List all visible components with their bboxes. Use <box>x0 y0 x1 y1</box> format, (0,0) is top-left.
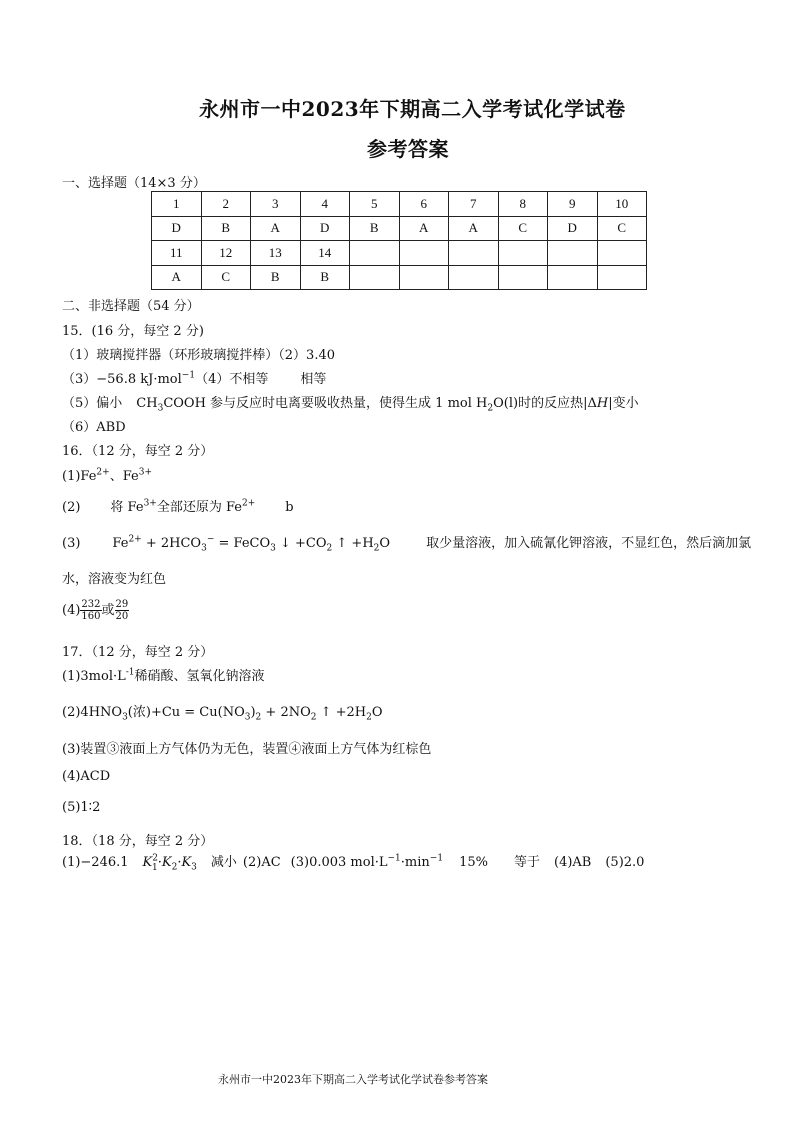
table-row <box>152 216 647 241</box>
q16-line1 <box>62 465 152 484</box>
table-cell: 7 <box>449 192 499 217</box>
eq-hco3-sup: − <box>206 534 215 545</box>
table-cell <box>399 241 449 266</box>
table-cell: 8 <box>498 192 548 217</box>
eq-h2o: ↑ +H <box>332 536 374 551</box>
q18-k3: ·K <box>177 855 192 870</box>
fraction-1-num: 232 <box>81 599 101 610</box>
q16-l4-or: 或 <box>101 603 115 618</box>
table-cell: D <box>152 216 202 241</box>
section1-heading: 一、选择题（14×3 分） <box>62 176 206 191</box>
table-cell: A <box>251 216 301 241</box>
eq-co2: ↓ +CO <box>275 536 327 551</box>
q15-l2-part: （4）不相等 <box>195 372 269 387</box>
q15-line3: （5）偏小 $CH_3COOH$ 参与反应时电离要吸收热量，使得生成 1 mol $H_2O(l)$时的反应热|ΔH|变小 <box>62 396 639 414</box>
q16-l1-sup3: 3+ <box>138 467 152 478</box>
q16-line3 <box>62 532 752 554</box>
table-cell: A <box>399 216 449 241</box>
table-cell: B <box>251 265 301 290</box>
eq-hco3: + 2HCO <box>141 536 202 551</box>
q17-l2-c: (浓)+Cu = Cu(NO <box>127 705 245 720</box>
table-cell: C <box>498 216 548 241</box>
q18-l1-a: (1)−246.1 <box>62 855 129 870</box>
table-cell <box>399 265 449 290</box>
q17-l2-g: O <box>371 705 383 720</box>
q17-l1-b: 稀硝酸、氢氧化钠溶液 <box>134 669 265 684</box>
q16-l2-c: 全部还原为 Fe <box>156 500 242 515</box>
q15-line1: （1）玻璃搅拌器（环形玻璃搅拌棒）（2）3.40 <box>62 348 335 363</box>
table-cell <box>597 265 647 290</box>
table-cell: 6 <box>399 192 449 217</box>
q15-l3-c: COOH 参与反应时电离要吸收热量，使得生成 1 mol H <box>163 396 488 411</box>
page-subtitle: 参考答案 <box>367 137 449 161</box>
q18-heading: 18．（18 分，每空 2 分） <box>62 834 214 849</box>
q17-l2-f: ↑ +2H <box>316 705 367 720</box>
q15-l2-sup: −1 <box>181 370 196 381</box>
q17-l2-d: ) <box>250 705 256 720</box>
table-row <box>152 241 647 266</box>
table-cell: C <box>201 265 251 290</box>
q16-l2-a: (2) <box>62 500 81 515</box>
q17-line3: (3)装置③液面上方气体仍为无色，装置④液面上方气体为红棕色 <box>62 742 432 757</box>
table-cell <box>498 265 548 290</box>
q17-l2-e: + 2NO <box>261 705 311 720</box>
table-cell <box>548 241 598 266</box>
table-cell: B <box>201 216 251 241</box>
table-row <box>152 192 647 217</box>
q15-l3-f: |变小 <box>608 396 639 411</box>
table-cell <box>548 265 598 290</box>
table-cell: 9 <box>548 192 598 217</box>
fraction-2-den: 20 <box>115 611 129 622</box>
q17-l2-b: 4HNO <box>80 705 123 720</box>
table-cell: 2 <box>201 192 251 217</box>
q17-heading: 17．（12 分，每空 2 分） <box>62 645 214 660</box>
table-cell <box>350 265 400 290</box>
table-row <box>152 265 647 290</box>
q16-line4 <box>62 599 129 622</box>
q17-l2-a: (2) <box>62 705 81 720</box>
q18-l1-i: (5)2.0 <box>605 855 645 870</box>
q17-line1 <box>62 665 265 684</box>
eq-feco3: = FeCO <box>214 536 271 551</box>
table-cell: A <box>152 265 202 290</box>
table-cell: 12 <box>201 241 251 266</box>
q18-l1-f: 15% <box>459 855 488 870</box>
page-title: 永州市一中2023年下期高二入学考试化学试卷 <box>199 97 626 121</box>
table-cell <box>449 265 499 290</box>
q16-l3-b: 取少量溶液，加入硫氰化钾溶液，不显红色，然后滴加氯 <box>426 536 752 551</box>
q16-line2 <box>62 496 294 515</box>
q15-l3-a: （5）偏小 <box>62 396 123 411</box>
q15-l2-equal: 相等 <box>300 372 327 387</box>
q18-l1-e: ·min <box>400 855 430 870</box>
q18-k1: K <box>142 855 153 870</box>
section2-heading: 二、非选择题（54 分） <box>62 299 200 314</box>
fraction-1-den: 160 <box>81 611 101 622</box>
q17-l1-sup: -1 <box>125 667 135 678</box>
eq-fe-sup: 2+ <box>128 534 142 545</box>
table-cell: 11 <box>152 241 202 266</box>
q16-line3-cont: 水，溶液变为红色 <box>62 572 167 587</box>
q16-l1-b: 、Fe <box>109 469 139 484</box>
table-cell: 5 <box>350 192 400 217</box>
q17-l1-a: (1)3mol·L <box>62 669 126 684</box>
table-cell <box>449 241 499 266</box>
table-cell: 13 <box>251 241 301 266</box>
table-cell <box>597 241 647 266</box>
q15-l2-text: （3）−56.8 kJ·mol <box>62 372 182 387</box>
table-cell: 3 <box>251 192 301 217</box>
q15-l3-d: O(l)时的反应热|Δ <box>493 396 597 411</box>
q16-heading: 16．（12 分，每空 2 分） <box>62 444 214 459</box>
q16-l2-b: 将 Fe <box>110 500 144 515</box>
q18-l1-c: (2)AC <box>242 855 281 870</box>
q16-l3-a: (3) <box>62 536 81 551</box>
q16-l1-a: (1)Fe <box>62 469 97 484</box>
q18-line1: (1)−246.1 $K^2_1\cdot K_2\cdot K_3$ 减小 (2)AC (3)0.003 $mol\cdot L^{-1}\cdot\min^{-1}$ 15% 等于 (4)AB (5)2.0 <box>62 853 645 873</box>
table-cell: B <box>350 216 400 241</box>
table-cell: 4 <box>300 192 350 217</box>
table-cell: 1 <box>152 192 202 217</box>
q18-l1-sup1: −1 <box>387 853 401 864</box>
q16-l2-sup2: 2+ <box>241 498 256 509</box>
q17-line2: $(2)4HNO_3$(浓)$+Cu = Cu(NO_3)_2 + 2NO_2$ ↑ $+2H_2O$ <box>62 705 383 723</box>
table-cell: A <box>449 216 499 241</box>
table-cell: 14 <box>300 241 350 266</box>
q18-k2: ·K <box>157 855 172 870</box>
q15-l3-e: H <box>596 396 609 411</box>
q16-l4-a: (4) <box>62 603 81 618</box>
fraction-2 <box>115 599 130 622</box>
q15-line4: （6）ABD <box>62 420 126 435</box>
table-cell: 10 <box>597 192 647 217</box>
q17-line5: (5)1∶2 <box>62 800 101 815</box>
table-cell: B <box>300 265 350 290</box>
fraction-2-num: 29 <box>115 599 129 610</box>
page-footer: 永州市一中2023年下期高二入学考试化学试卷参考答案 <box>218 1073 488 1086</box>
q18-l1-d: (3)0.003 mol·L <box>290 855 388 870</box>
q17-line4: (4)ACD <box>62 769 111 784</box>
q16-l1-sup2: 2+ <box>96 467 110 478</box>
q16-l2-d: b <box>285 500 294 515</box>
eq-fe: Fe <box>112 536 129 551</box>
table-cell <box>350 241 400 266</box>
fraction-1 <box>80 599 101 622</box>
table-cell: D <box>548 216 598 241</box>
q18-l1-g: 等于 <box>513 855 540 870</box>
table-cell: C <box>597 216 647 241</box>
table-cell <box>498 241 548 266</box>
q15-heading: 15．(16 分，每空 2 分) <box>62 324 204 339</box>
q15-line2 <box>62 368 326 387</box>
table-cell: D <box>300 216 350 241</box>
q18-l1-sup2: −1 <box>429 853 444 864</box>
q16-l2-sup3: 3+ <box>143 498 157 509</box>
q18-l1-h: (4)AB <box>554 855 592 870</box>
q16-equation: $Fe^{2+} + 2HCO_3^-$ = FeCO$_3$ ↓ $+CO_2$ ↑ $+H_2O$ <box>112 534 391 554</box>
eq-o: O <box>379 536 391 551</box>
answer-table <box>151 191 647 290</box>
q18-l1-b: 减小 <box>210 855 237 870</box>
eq-hco3-sub: 3 <box>201 543 207 554</box>
q15-l3-b: CH <box>136 396 158 411</box>
